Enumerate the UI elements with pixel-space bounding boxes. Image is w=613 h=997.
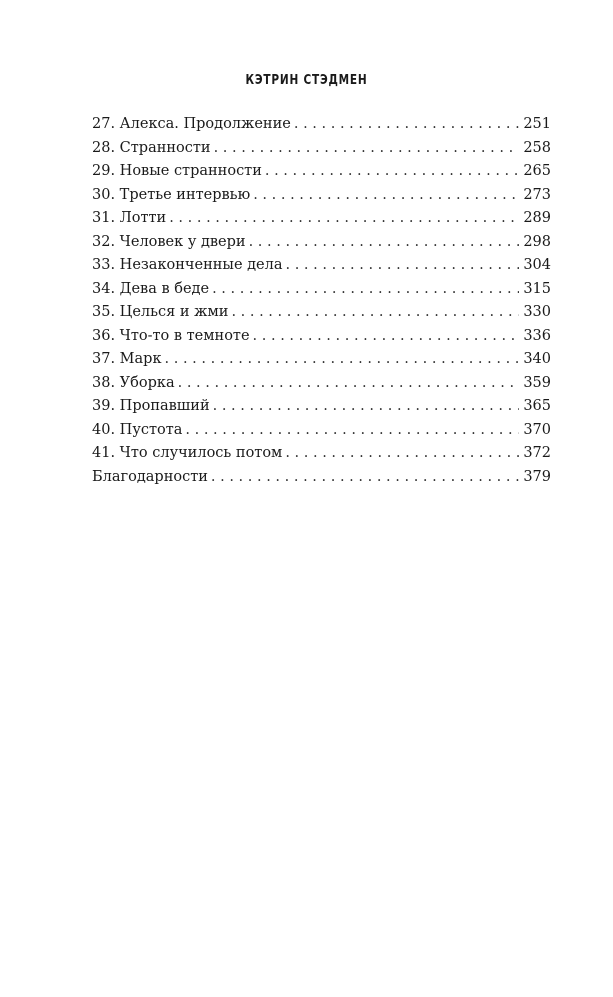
toc-entry-page: 370 xyxy=(523,421,551,438)
toc-entry-page: 298 xyxy=(523,233,551,250)
toc-dot-leader xyxy=(294,113,519,137)
toc-entry xyxy=(92,301,551,325)
toc-dot-leader xyxy=(265,160,519,184)
table-of-contents xyxy=(92,113,551,489)
toc-entry-title: 27. Алекса. Продолжение xyxy=(92,116,291,132)
toc-entry xyxy=(92,160,551,184)
toc-dot-leader xyxy=(185,419,519,443)
toc-dot-leader xyxy=(253,325,520,349)
toc-entry-page: 265 xyxy=(523,163,551,179)
toc-entry-title: 32. Человек у двери xyxy=(92,233,246,250)
toc-entry-page: 330 xyxy=(523,304,551,320)
toc-entry-title: 41. Что случилось потом xyxy=(92,445,283,461)
toc-entry-title: 29. Новые странности xyxy=(92,163,262,179)
toc-entry xyxy=(92,442,551,466)
toc-dot-leader xyxy=(249,231,520,255)
toc-entry-title: 35. Целься и жми xyxy=(92,304,229,320)
toc-entry-title: 37. Марк xyxy=(92,351,162,367)
toc-entry-page: 304 xyxy=(523,257,551,273)
running-head: КЭТРИН СТЭДМЕН xyxy=(245,72,368,88)
toc-dot-leader xyxy=(214,137,520,161)
toc-entry-page: 251 xyxy=(523,116,551,132)
toc-dot-leader xyxy=(253,184,519,208)
toc-entry xyxy=(92,278,551,302)
toc-entry-page: 289 xyxy=(523,210,551,226)
toc-dot-leader xyxy=(285,442,519,466)
toc-entry-page: 340 xyxy=(523,351,551,367)
toc-entry xyxy=(92,395,551,419)
toc-entry-title: 30. Третье интервью xyxy=(92,186,251,203)
toc-entry-page: 359 xyxy=(523,374,551,391)
toc-entry xyxy=(92,372,551,396)
toc-entry-page: 258 xyxy=(523,139,551,156)
toc-entry-page: 365 xyxy=(523,398,551,414)
toc-entry-title: Благодарности xyxy=(92,468,208,485)
toc-entry-title: 38. Уборка xyxy=(92,374,175,391)
toc-entry xyxy=(92,348,551,372)
toc-entry-title: 36. Что-то в темноте xyxy=(92,327,250,344)
toc-entry-page: 336 xyxy=(523,327,551,344)
toc-entry-page: 273 xyxy=(523,186,551,203)
toc-entry-title: 40. Пустота xyxy=(92,421,183,438)
toc-entry xyxy=(92,325,551,349)
toc-entry xyxy=(92,254,551,278)
toc-entry xyxy=(92,231,551,255)
toc-dot-leader xyxy=(178,372,520,396)
toc-dot-leader xyxy=(169,207,519,231)
toc-dot-leader xyxy=(165,348,520,372)
toc-entry xyxy=(92,207,551,231)
toc-dot-leader xyxy=(213,395,520,419)
toc-entry-page: 372 xyxy=(523,445,551,461)
toc-entry-page: 379 xyxy=(523,468,551,485)
toc-dot-leader xyxy=(212,278,519,302)
toc-entry xyxy=(92,466,551,490)
toc-entry xyxy=(92,419,551,443)
toc-dot-leader xyxy=(231,301,519,325)
toc-entry-title: 28. Странности xyxy=(92,139,211,156)
toc-entry-title: 33. Незаконченные дела xyxy=(92,257,283,273)
toc-dot-leader xyxy=(211,466,519,490)
toc-entry xyxy=(92,184,551,208)
toc-entry-title: 34. Дева в беде xyxy=(92,280,210,297)
toc-entry xyxy=(92,137,551,161)
toc-entry-title: 39. Пропавший xyxy=(92,398,210,414)
toc-dot-leader xyxy=(286,254,520,278)
toc-entry-page: 315 xyxy=(523,280,551,297)
toc-entry xyxy=(92,113,551,137)
toc-entry-title: 31. Лотти xyxy=(92,210,167,226)
